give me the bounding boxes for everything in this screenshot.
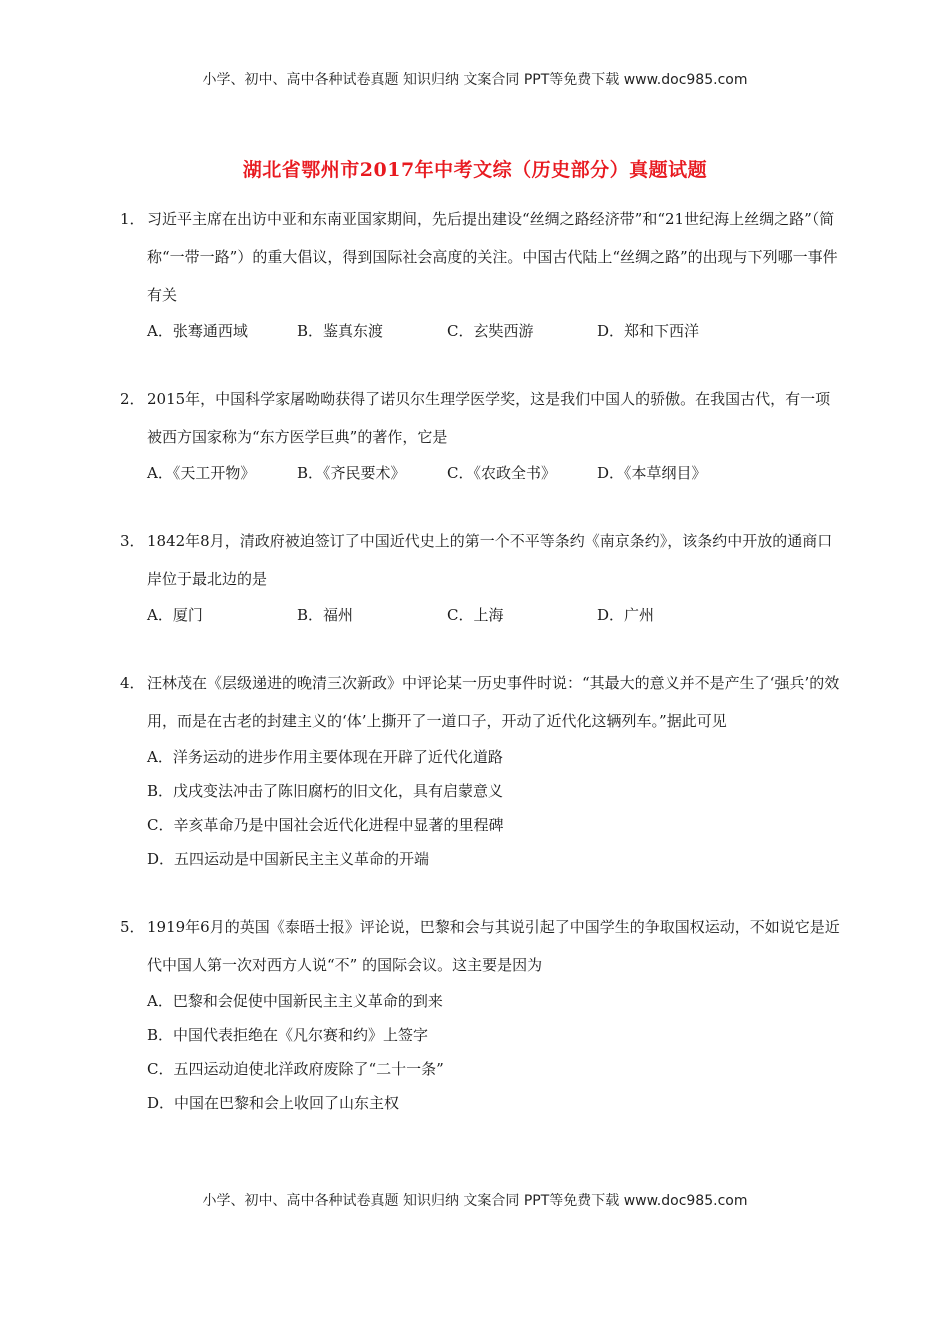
option-list xyxy=(120,456,840,490)
option-a: A．《天工开物》 xyxy=(147,464,256,482)
question-3 xyxy=(120,522,840,632)
option-d: D．广州 xyxy=(597,606,655,624)
option-a: A．洋务运动的进步作用主要体现在开辟了近代化道路 xyxy=(147,748,503,766)
option-list xyxy=(120,314,840,348)
question-number: 4． xyxy=(120,674,145,692)
question-5 xyxy=(120,908,840,1120)
option-b: B．中国代表拒绝在《凡尔赛和约》上签字 xyxy=(147,1026,429,1044)
question-text: 1919年6月的英国《泰晤士报》评论说，巴黎和会与其说引起了中国学生的争取国权运动，不如说它是近代中国人第一次对西方人说“不” 的国际会议。这主要是因为 xyxy=(147,918,840,974)
question-text: 2015年，中国科学家屠呦呦获得了诺贝尔生理学医学奖，这是我们中国人的骄傲。在我国古代，有一项被西方国家称为“东方医学巨典”的著作，它是 xyxy=(147,390,831,446)
question-text: 习近平主席在出访中亚和东南亚国家期间，先后提出建设“丝绸之路经济带”和“21世纪海上丝绸之路”（简称“一带一路”）的重大倡议，得到国际社会高度的关注。中国古代陆上“丝绸之路”的出现与下列哪一事件有关 xyxy=(147,210,838,304)
option-a: A．张骞通西域 xyxy=(147,322,248,340)
option-list xyxy=(120,740,840,876)
question-text: 1842年8月，清政府被迫签订了中国近代史上的第一个不平等条约《南京条约》，该条约中开放的通商口岸位于最北边的是 xyxy=(147,532,833,588)
document-title: 湖北省鄂州市2017年中考文综（历史部分）真题试题 xyxy=(242,159,708,181)
question-stem xyxy=(120,908,840,984)
question-4 xyxy=(120,664,840,876)
question-stem xyxy=(120,200,840,314)
question-stem xyxy=(120,522,840,598)
option-c: C．五四运动迫使北洋政府废除了“二十一条” xyxy=(147,1060,444,1078)
option-b: B．《齐民要术》 xyxy=(297,464,406,482)
question-stem xyxy=(120,664,840,740)
question-number: 3． xyxy=(120,532,145,550)
question-text: 汪林茂在《层级递进的晚清三次新政》中评论某一历史事件时说：“其最大的意义并不是产生了‘强兵’的效用，而是在古老的封建主义的‘体’上撕开了一道口子，开动了近代化这辆列车。”据此可见 xyxy=(147,674,840,730)
option-d: D．郑和下西洋 xyxy=(597,322,700,340)
option-list xyxy=(120,984,840,1120)
option-c: C．上海 xyxy=(447,606,504,624)
option-c: C．辛亥革命乃是中国社会近代化进程中显著的里程碑 xyxy=(147,816,504,834)
option-a: A．厦门 xyxy=(147,606,203,624)
question-2 xyxy=(120,380,840,490)
page-footer: 小学、初中、高中各种试卷真题 知识归纳 文案合同 PPT等免费下载 www.doc985.com xyxy=(202,1193,748,1209)
question-number: 2． xyxy=(120,390,145,408)
option-c: C．玄奘西游 xyxy=(447,322,534,340)
question-stem xyxy=(120,380,840,456)
option-d: D．中国在巴黎和会上收回了山东主权 xyxy=(147,1094,400,1112)
option-b: B．戊戌变法冲击了陈旧腐朽的旧文化，具有启蒙意义 xyxy=(147,782,504,800)
page-header: 小学、初中、高中各种试卷真题 知识归纳 文案合同 PPT等免费下载 www.doc985.com xyxy=(202,72,748,88)
option-c: C．《农政全书》 xyxy=(447,464,556,482)
question-1 xyxy=(120,200,840,348)
option-d: D．五四运动是中国新民主主义革命的开端 xyxy=(147,850,430,868)
option-d: D．《本草纲目》 xyxy=(597,464,707,482)
option-b: B．福州 xyxy=(297,606,354,624)
question-number: 1． xyxy=(120,210,145,228)
question-number: 5． xyxy=(120,918,145,936)
option-a: A．巴黎和会促使中国新民主主义革命的到来 xyxy=(147,992,443,1010)
option-list xyxy=(120,598,840,632)
option-b: B．鉴真东渡 xyxy=(297,322,384,340)
question-list xyxy=(120,200,840,1152)
